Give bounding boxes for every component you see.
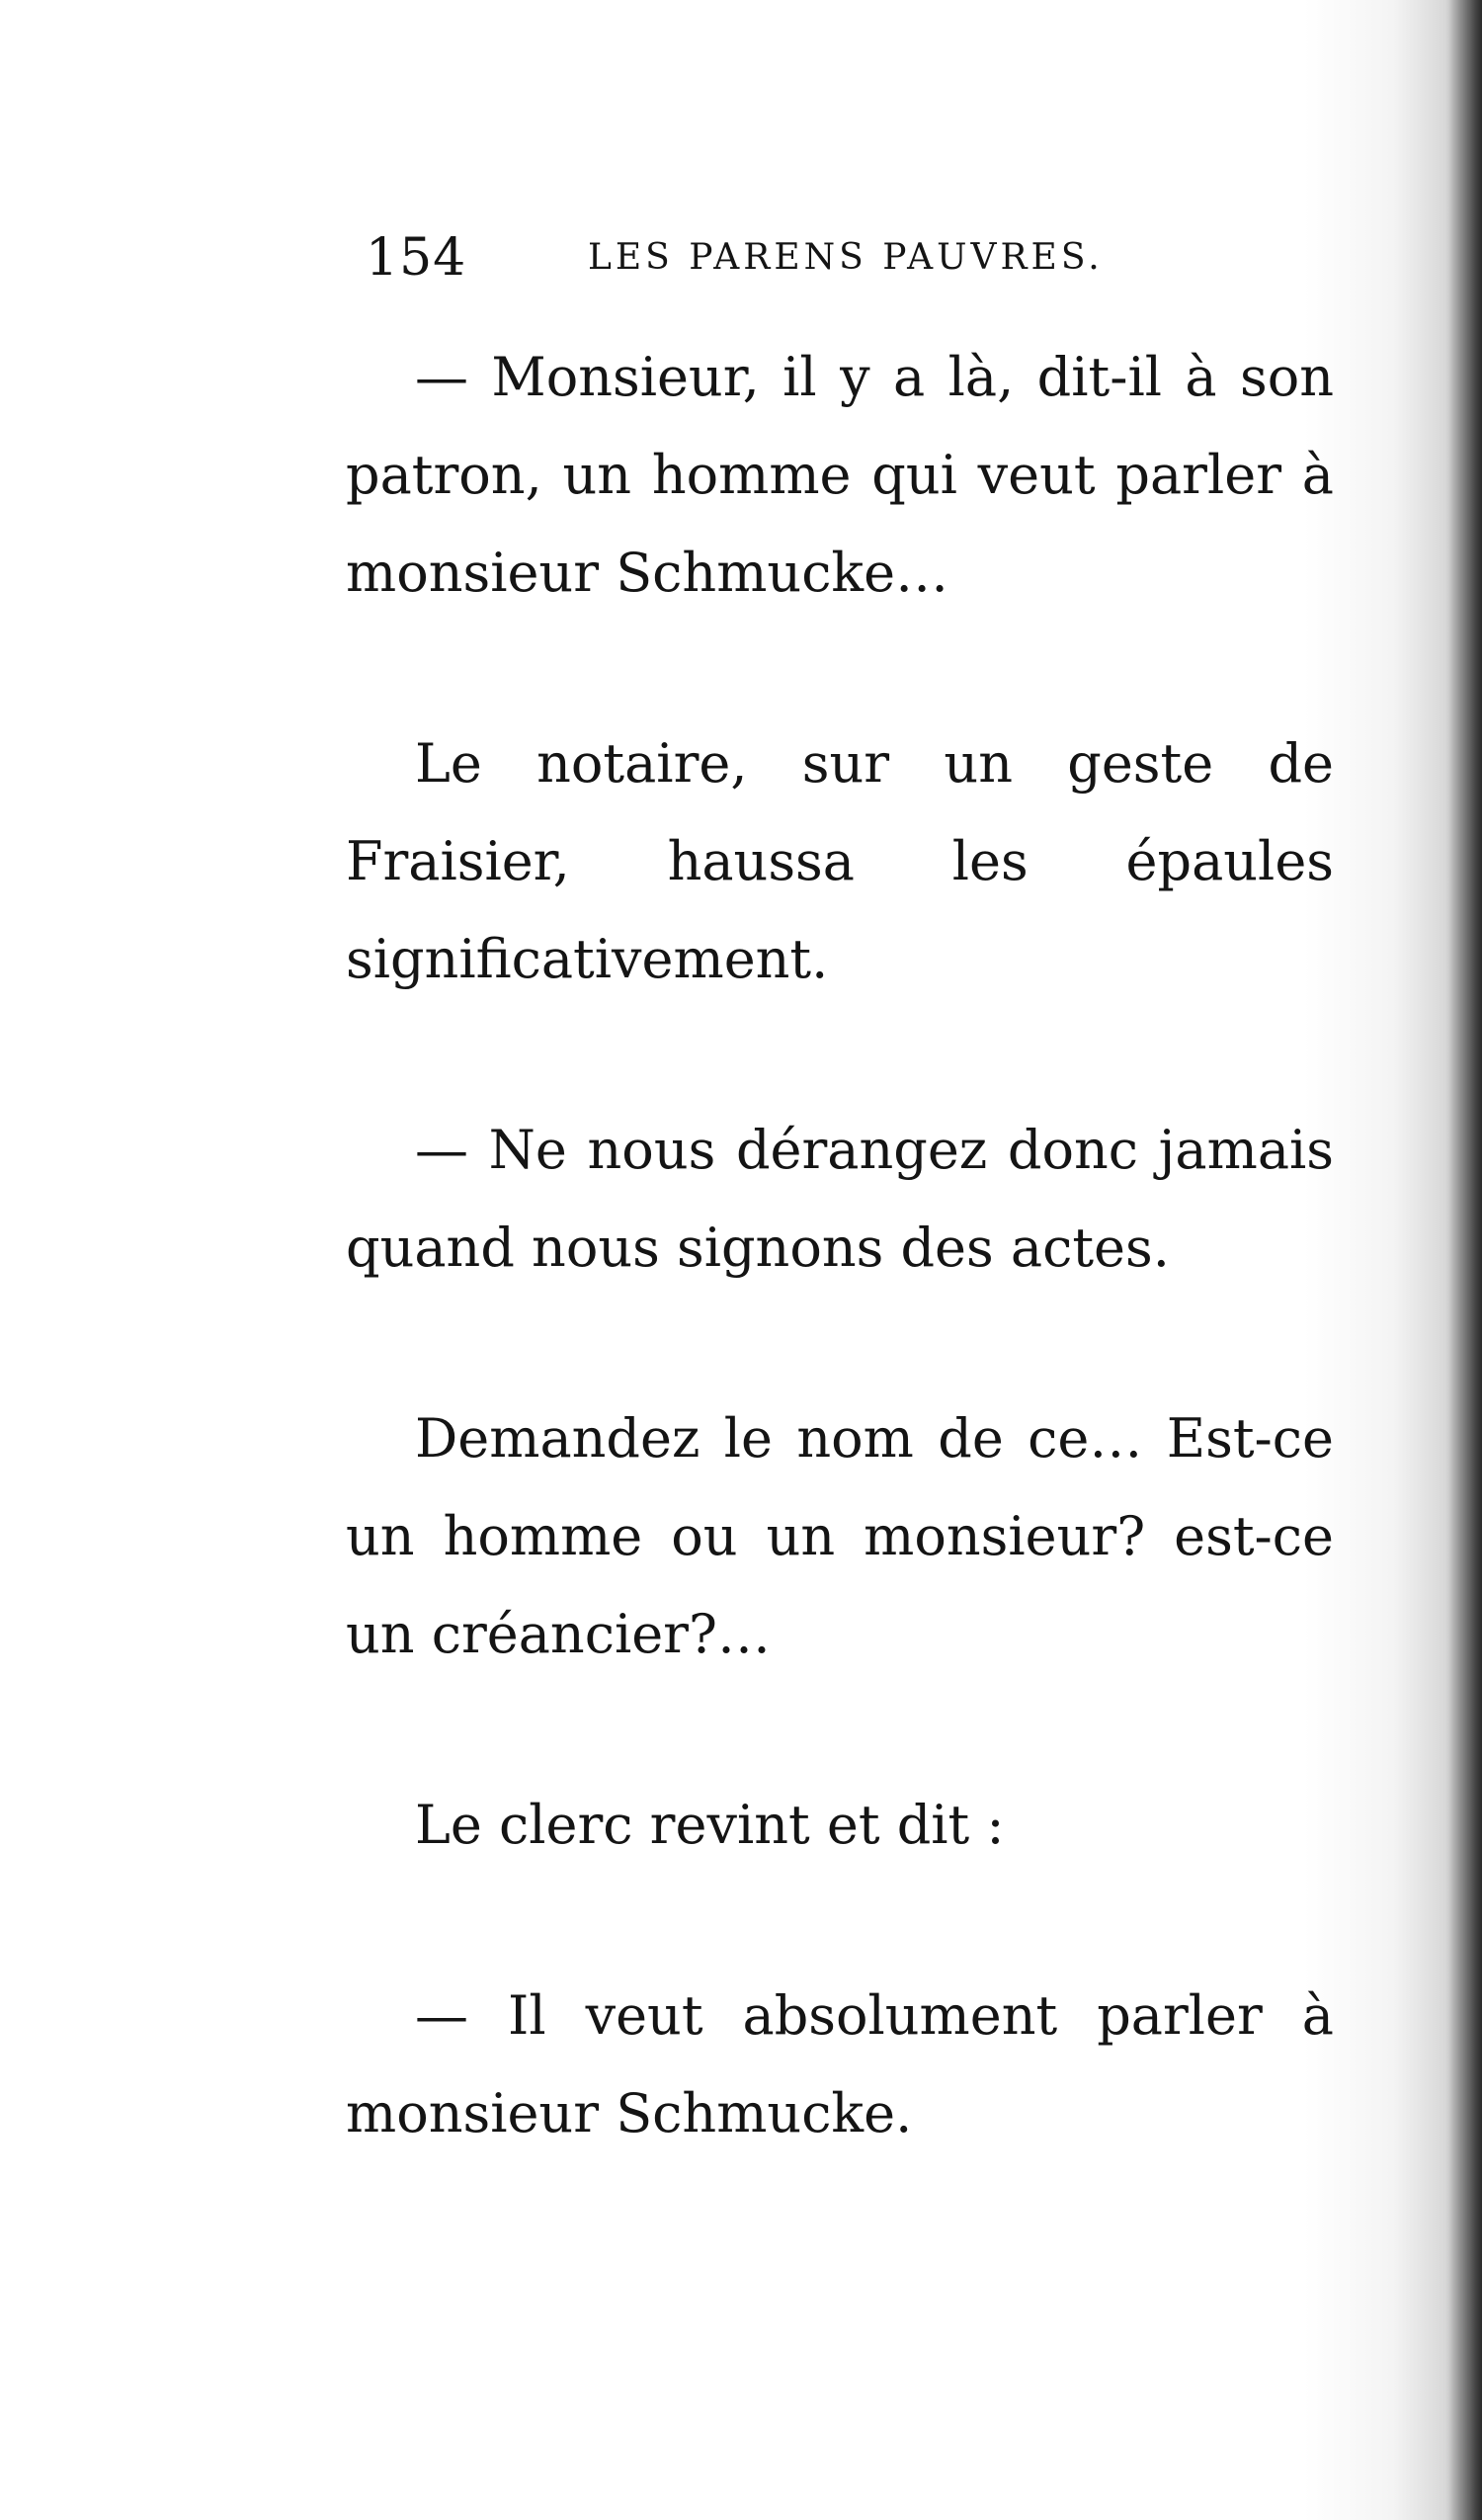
running-head: LES PARENS PAUVRES. xyxy=(588,237,1104,278)
paragraph-wants-schmucke: — Il veut absolument parler à monsieur Schmucke. xyxy=(346,1984,1334,2144)
paragraph-ask-name: Demandez le nom de ce… Est-ce un homme ou un monsieur? est-ce un créancier?… xyxy=(346,1407,1334,1665)
page-header xyxy=(366,223,1116,293)
paragraph-notary-gesture: Le notaire, sur un geste de Fraisier, haussa les épaules significativement. xyxy=(346,732,1334,990)
body-text xyxy=(346,328,1334,2162)
page-edge-shadow xyxy=(1448,0,1482,2520)
page-number: 154 xyxy=(366,228,467,288)
paragraph-clerk-announcement: — Monsieur, il y a là, dit-il à son patron, un homme qui veut parler à monsieur Schmucke… xyxy=(346,346,1334,604)
paragraph-clerk-returns: Le clerc revint et dit : xyxy=(415,1794,1005,1856)
paragraph-do-not-disturb: — Ne nous dérangez donc jamais quand nous signons des actes. xyxy=(346,1119,1334,1279)
